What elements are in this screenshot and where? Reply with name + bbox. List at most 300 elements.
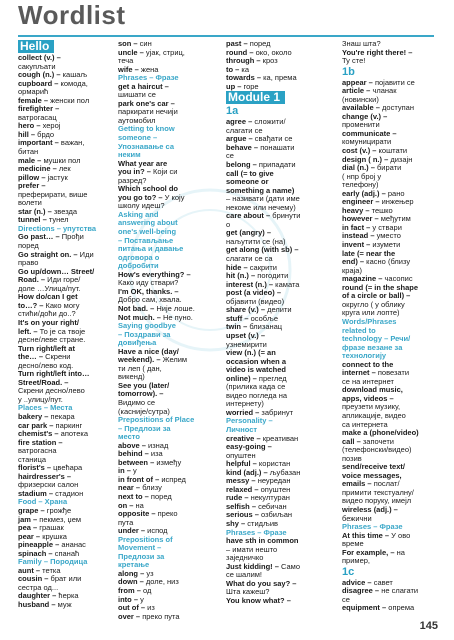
category-heading: – Поздрави за: [118, 329, 171, 339]
entry-translation-line: опуштен: [226, 450, 256, 460]
entry-term: towards –: [226, 73, 262, 83]
entry-translation-line: пута: [118, 517, 134, 527]
category-heading: one's well-being: [118, 227, 177, 237]
entry-translation: међутим: [378, 214, 411, 224]
entry-term: post (a video) –: [226, 288, 282, 298]
entry-term: however –: [342, 214, 379, 224]
entry-translation: ананас: [59, 540, 86, 550]
category-heading: место: [118, 432, 140, 442]
entry-translation: опрема: [386, 603, 415, 613]
entry-term: stadium –: [18, 488, 54, 498]
entry-term: male –: [18, 155, 42, 165]
entry-term: you go to? –: [118, 192, 163, 202]
entry-term: firefighter –: [18, 104, 60, 114]
entry-term: How's everything? –: [118, 269, 191, 279]
entry-term: important –: [18, 138, 59, 148]
entry-translation: себичан: [256, 501, 287, 511]
entry-translation: испред: [159, 474, 186, 484]
entry-term: connect to the: [342, 359, 394, 369]
entry-translation-line: доле …Улица/пут.: [18, 283, 81, 293]
entry-term: wife –: [118, 64, 139, 74]
entry-translation: понашати: [258, 142, 295, 152]
category-heading: Phrases – Фразе: [118, 73, 179, 83]
entry-translation-line: волети: [18, 198, 42, 208]
wordlist-column-1: [18, 40, 114, 610]
entry-term: send/receive text/: [342, 462, 405, 472]
wordlist-entry: [342, 604, 450, 613]
entry-term: out of –: [118, 603, 146, 613]
entry-translation-line: преферирати, више: [18, 189, 88, 199]
entry-term: collect (v.) –: [18, 53, 61, 62]
entry-translation: паркинг: [53, 420, 83, 430]
category-heading: Words/Phrases: [342, 316, 397, 326]
entry-translation: грашак: [37, 523, 64, 533]
entry-term: serious –: [226, 510, 259, 520]
entry-term: something a name): [226, 185, 295, 195]
category-heading: Предлози за: [118, 551, 165, 561]
wordlist-entry: [226, 212, 338, 221]
entry-translation-line: викенд): [118, 372, 145, 382]
entry-translation-line: (прилика када се: [226, 382, 286, 392]
entry-translation: делити: [265, 305, 292, 315]
entry-term: design ( n.) –: [342, 154, 389, 164]
entry-term: shy –: [226, 518, 246, 528]
entry-translation: бирати: [374, 163, 402, 173]
entry-term: grape –: [18, 505, 45, 515]
unit-label: 1a: [226, 105, 239, 118]
entry-translation-line: пример,: [342, 556, 371, 566]
entry-term: bakery –: [18, 411, 49, 421]
entry-translation: озбиљан: [258, 510, 293, 520]
entry-term: hill –: [18, 129, 36, 139]
entry-translation-line: променити: [342, 120, 380, 130]
entry-term: son –: [118, 39, 138, 48]
entry-translation-line: стићи/доћи до..?: [18, 309, 76, 319]
entry-translation: на: [394, 547, 405, 557]
entry-term: near –: [118, 483, 141, 493]
wordlist-entry: [118, 510, 226, 519]
entry-translation-line: (новински): [342, 94, 379, 104]
wordlist-entry: [226, 144, 338, 153]
entry-translation: горе: [241, 81, 259, 91]
entry-term: You're right there! –: [342, 47, 413, 57]
entry-term: round –: [226, 47, 254, 57]
entry-translation: кашаљ: [60, 70, 88, 80]
entry-term: tomorrow). –: [118, 389, 164, 399]
entry-translation: не слагати: [379, 586, 419, 596]
entry-term: medicine –: [18, 164, 57, 174]
entry-term: cupboard –: [18, 78, 59, 88]
section-title: Hello: [18, 40, 54, 53]
entry-term: jam –: [18, 514, 38, 524]
wordlist-column-2: [118, 40, 226, 621]
entry-translation: камата: [273, 279, 300, 289]
entry-translation-line: битан: [18, 147, 39, 157]
unit-label: 1c: [342, 565, 355, 578]
entry-term: in fact –: [342, 222, 371, 232]
page-number: 145: [419, 620, 438, 632]
entry-translation-line: десне/леве стране.: [18, 335, 86, 345]
entry-translation-line: видео поруку, имејл: [342, 496, 412, 506]
category-heading: фразе везане за: [342, 342, 403, 352]
wordlist-entry: [342, 587, 450, 596]
entry-term: disagree –: [342, 586, 380, 596]
entry-translation-line: о: [226, 219, 231, 229]
entry-term: call (= to give: [226, 168, 274, 178]
entry-translation: Скрени: [43, 352, 71, 362]
entry-term: argue –: [226, 134, 253, 144]
entry-translation-line: Добро сам, хвала.: [118, 295, 182, 305]
entry-term: How do/can I get: [18, 292, 78, 302]
category-heading: related to: [342, 325, 376, 335]
entry-term: Not bad. –: [118, 303, 155, 313]
entry-translation: доле, низ: [143, 577, 179, 587]
entry-translation: некултуран: [248, 493, 290, 503]
entry-translation: у: [138, 594, 144, 604]
entry-translation: мушки пол: [41, 155, 81, 165]
entry-translation-line: преузети музику,: [342, 402, 401, 412]
entry-translation: креативан: [260, 433, 299, 443]
entry-term: uncle –: [118, 47, 144, 57]
entry-term: I'm OK, thanks. –: [118, 286, 179, 296]
entry-translation: користан: [256, 459, 291, 469]
category-heading: Personality –: [226, 416, 273, 426]
entry-translation-line: слагати се са: [226, 254, 273, 264]
entry-term: under –: [118, 526, 146, 536]
entry-term: care about –: [226, 211, 271, 221]
wordlist-entry: [226, 597, 338, 606]
entry-term: view (n.) (= an: [226, 348, 276, 358]
entry-translation: појавити се: [372, 77, 415, 87]
entry-term: next to –: [118, 491, 149, 501]
entry-translation: испод: [145, 526, 168, 536]
entry-term: past –: [226, 39, 248, 48]
entry-term: creative –: [226, 433, 261, 443]
entry-translation: из: [145, 603, 155, 613]
entry-translation: инжењер: [379, 197, 414, 207]
entry-term: from –: [118, 586, 141, 595]
entry-translation-line: комуницирати: [342, 137, 392, 147]
entry-translation: крушка: [40, 531, 67, 541]
entry-translation: од: [140, 586, 152, 595]
entry-translation: тетка: [40, 565, 61, 575]
entry-term: aunt –: [18, 565, 41, 575]
entry-translation-line: фризерски салон: [18, 480, 79, 490]
entry-term: helpful –: [226, 459, 257, 469]
entry-translation: тешко: [369, 205, 393, 215]
entry-term: download music,: [342, 385, 403, 395]
entry-term: change (v.) –: [342, 111, 388, 121]
unit-label: 1b: [342, 65, 355, 78]
entry-translation: погодити: [255, 271, 289, 281]
entry-translation: доступан: [379, 103, 414, 113]
entry-translation: особље: [248, 313, 279, 323]
entry-translation: грожђе: [44, 505, 72, 515]
entry-term: At this time –: [342, 530, 390, 540]
entry-term: interest (n.) –: [226, 279, 274, 289]
entry-translation-line: паркирати нечији: [118, 107, 178, 117]
entry-translation-line: краја): [342, 265, 362, 275]
category-heading: довиђења: [118, 338, 157, 348]
entry-translation: часопис: [382, 274, 413, 284]
entry-term: opposite –: [118, 509, 156, 519]
entry-translation-line: округло ( у облику: [342, 299, 405, 309]
category-heading: Prepositions of Place: [118, 415, 195, 425]
entry-translation: започети: [360, 436, 394, 446]
entry-translation-line: школу идеш?: [118, 201, 165, 211]
entry-translation-line: објавити (видео): [226, 296, 285, 306]
entry-term: daughter –: [18, 591, 57, 601]
entry-translation-line: (телефонски/видео): [342, 445, 412, 455]
category-heading: добробити: [118, 261, 159, 271]
entry-translation-line: узнемирити: [226, 339, 267, 349]
entry-term: occasion when a: [226, 356, 287, 366]
entry-translation: рано: [385, 188, 405, 198]
entry-term: advice –: [342, 577, 372, 587]
entry-term: park one's car –: [118, 98, 175, 108]
entry-term: on –: [118, 500, 134, 510]
entry-term: What year are: [118, 158, 168, 168]
entry-term: communicate –: [342, 128, 397, 138]
entry-translation-line: станица: [18, 454, 47, 464]
entry-translation: око, около: [253, 47, 292, 57]
entry-translation: Желим: [160, 355, 188, 365]
category-heading: – Предлози за: [118, 423, 171, 433]
entry-translation: пекара: [48, 411, 75, 421]
category-heading: одговора о: [118, 252, 160, 262]
entry-translation: Иди: [77, 249, 94, 259]
entry-term: chemist's –: [18, 429, 59, 439]
entry-term: pineapple –: [18, 540, 60, 550]
entry-translation: преглед: [256, 373, 287, 383]
entry-translation: у ствари: [370, 222, 402, 232]
entry-translation-line: ормарић: [18, 87, 49, 97]
entry-translation: ћерка: [56, 591, 79, 601]
entry-translation: неуредан: [255, 476, 291, 486]
entry-term: available –: [342, 103, 380, 113]
entry-translation: уместо: [374, 231, 401, 241]
entry-term: Just kidding! –: [226, 561, 279, 571]
entry-term: over –: [118, 611, 141, 621]
entry-translation-line: Скрени десно/лево: [18, 386, 85, 396]
category-heading: Directions – упутства: [18, 223, 97, 233]
section-title: Module 1: [226, 91, 285, 104]
entry-translation: коштати: [376, 146, 408, 156]
entry-term: messy –: [226, 476, 256, 486]
entry-term: Have a nice (day/: [118, 346, 179, 356]
category-heading: answering about: [118, 218, 178, 228]
entry-translation: уз: [144, 568, 154, 578]
entry-term: voice messages,: [342, 470, 402, 480]
category-heading: Movement –: [118, 543, 162, 553]
entry-term: female –: [18, 95, 49, 105]
entry-term: Go past… –: [18, 232, 60, 242]
category-heading: technology – Речи/: [342, 334, 411, 344]
entry-translation-line: сакупљати: [18, 61, 56, 71]
entry-term: What do you say? –: [226, 578, 297, 588]
entry-term: to…? –: [18, 300, 44, 310]
entry-term: hairdresser's –: [18, 471, 72, 481]
entry-translation: Није лоше.: [154, 303, 195, 313]
entry-translation: син: [137, 39, 152, 48]
entry-term: hit (n.) –: [226, 271, 256, 281]
entry-term: For example, –: [342, 547, 395, 557]
wordlist-entry: [118, 49, 226, 58]
category-heading: неким: [118, 150, 141, 160]
entry-term: heavy –: [342, 205, 370, 215]
category-heading: Prepositions of: [118, 534, 173, 544]
entry-term: video is watched: [226, 365, 287, 375]
entry-translation: ка: [239, 64, 250, 74]
entry-translation: стидљив: [245, 518, 278, 528]
entry-translation: женски пол: [48, 95, 90, 105]
entry-translation-line: позив: [342, 453, 362, 463]
wordlist-column-3: [226, 40, 338, 605]
entry-translation-line: ватрогасац: [18, 112, 57, 122]
entry-term: round (= in the shape: [342, 282, 419, 292]
entry-term: along –: [118, 568, 145, 578]
entry-translation-line: време: [342, 539, 364, 549]
category-heading: Family – Породица: [18, 557, 88, 567]
entry-term: share (v.) –: [226, 305, 266, 315]
entry-translation: сакрити: [247, 262, 277, 272]
entry-translation: жена: [138, 64, 159, 74]
entry-translation-line: (касније/сутра): [118, 406, 170, 416]
entry-translation: дизајн: [388, 154, 413, 164]
category-heading: Asking and: [118, 209, 159, 219]
entry-translation: Иди горе/: [45, 275, 81, 285]
entry-term: emails –: [342, 479, 372, 489]
entry-term: above –: [118, 440, 146, 450]
entry-translation-line: Како иду ствари?: [118, 278, 179, 288]
entry-translation: припадати: [256, 160, 296, 170]
entry-term: Turn right/left at: [18, 343, 75, 353]
entry-translation: послат/: [371, 479, 400, 489]
entry-translation-line: наљутити се (на): [226, 236, 286, 246]
entry-translation: лек: [56, 164, 71, 174]
entry-translation-line: слагати се: [226, 125, 263, 135]
entry-term: See you (later/: [118, 380, 170, 390]
entry-term: pear –: [18, 531, 41, 541]
entry-term: engineer –: [342, 197, 380, 207]
entry-translation: забринут: [259, 407, 294, 417]
entry-term: magazine –: [342, 274, 383, 284]
entry-translation-line: се шалим!: [226, 570, 262, 580]
entry-term: apps, videos –: [342, 393, 394, 403]
entry-term: upset (v.) –: [226, 330, 266, 340]
entry-term: You know what? –: [226, 595, 291, 605]
entry-translation: апотека: [58, 429, 89, 439]
section-header: [226, 91, 338, 105]
entry-translation-line: бежични: [342, 513, 372, 523]
entry-term: twin –: [226, 322, 248, 332]
entry-translation: иза: [148, 449, 163, 459]
entry-translation: близанац: [247, 322, 283, 332]
entry-translation-line: Знаш шта?: [342, 39, 381, 48]
entry-translation-line: – називати (дати име: [226, 194, 300, 204]
entry-translation: сложити/: [252, 117, 286, 127]
entry-term: left. –: [18, 326, 38, 336]
entry-term: down –: [118, 577, 144, 587]
title-divider: [18, 35, 434, 37]
entry-term: star (n.) –: [18, 206, 52, 216]
entry-translation: брдо: [35, 129, 55, 139]
entry-term: fire station –: [18, 437, 63, 447]
entry-term: early (adj.) –: [342, 188, 386, 198]
entry-term: invent –: [342, 240, 371, 250]
entry-translation: опуштен: [258, 484, 291, 494]
entry-translation: комода,: [58, 78, 88, 88]
entry-term: get a haircut –: [118, 81, 169, 91]
entry-term: through –: [226, 56, 261, 66]
entry-translation: важан,: [58, 138, 85, 148]
category-heading: Личност: [226, 424, 258, 434]
entry-translation: То је са твоје: [37, 326, 86, 336]
category-heading: Saying goodbye: [118, 321, 176, 331]
entry-term: Which school do: [118, 184, 178, 194]
entry-translation: брат или: [48, 574, 82, 584]
entry-term: cost (v.) –: [342, 146, 377, 156]
category-heading: Phrases – Фразе: [226, 527, 287, 537]
entry-translation-line: – имати нешто: [226, 544, 278, 554]
entry-term: selfish –: [226, 501, 257, 511]
category-heading: Getting to know: [118, 124, 175, 134]
entry-translation: повезати: [375, 368, 410, 378]
entry-translation-line: телефону): [342, 180, 379, 190]
entry-term: prefer –: [18, 181, 46, 191]
entry-term: cough (n.) –: [18, 70, 61, 80]
entry-term: tunnel –: [18, 215, 47, 225]
entry-translation-line: право: [18, 258, 39, 268]
entry-translation-line: Видимо се: [118, 397, 156, 407]
entry-translation: Не пуно.: [160, 312, 193, 322]
entry-translation: преко пута: [140, 611, 180, 621]
entry-translation: звезда: [51, 206, 78, 216]
entry-translation-line: сестра од...: [18, 582, 59, 592]
category-heading: – Постављање: [118, 235, 174, 245]
entry-translation: Само: [278, 561, 301, 571]
entry-translation: близу: [140, 483, 162, 493]
page-title: Wordlist: [18, 0, 126, 30]
entry-term: weekend). –: [118, 355, 161, 365]
entry-translation: бринути: [270, 211, 301, 221]
entry-translation: спанаћ: [52, 548, 80, 558]
entry-translation: јастук: [45, 172, 68, 182]
entry-term: between –: [118, 457, 155, 467]
entry-term: the… –: [18, 352, 44, 362]
entry-translation-line: разред?: [118, 175, 147, 185]
entry-translation: кроз: [260, 56, 278, 66]
entry-translation-line: ти леп ( дан,: [118, 363, 162, 373]
entry-translation: цвећара: [51, 463, 83, 473]
category-heading: питања и давање: [118, 244, 184, 254]
entry-term: Go straight on. –: [18, 249, 78, 259]
entry-term: Road. –: [18, 275, 46, 285]
entry-translation-line: аутомобил: [118, 115, 156, 125]
entry-translation: љубазан: [267, 467, 301, 477]
entry-term: Street/Road. –: [18, 377, 69, 387]
entry-translation: између: [154, 457, 182, 467]
entry-term: pea –: [18, 523, 38, 533]
entry-term: Go up/down… Street/: [18, 266, 95, 276]
entry-term: rude –: [226, 493, 249, 503]
entry-term: to –: [226, 64, 240, 74]
entry-term: of a circle or ball) –: [342, 291, 411, 301]
entry-translation: пекмез, џем: [37, 514, 82, 524]
entry-term: husband –: [18, 600, 56, 609]
entry-translation: ка, према: [261, 73, 297, 83]
entry-term: into –: [118, 594, 138, 604]
